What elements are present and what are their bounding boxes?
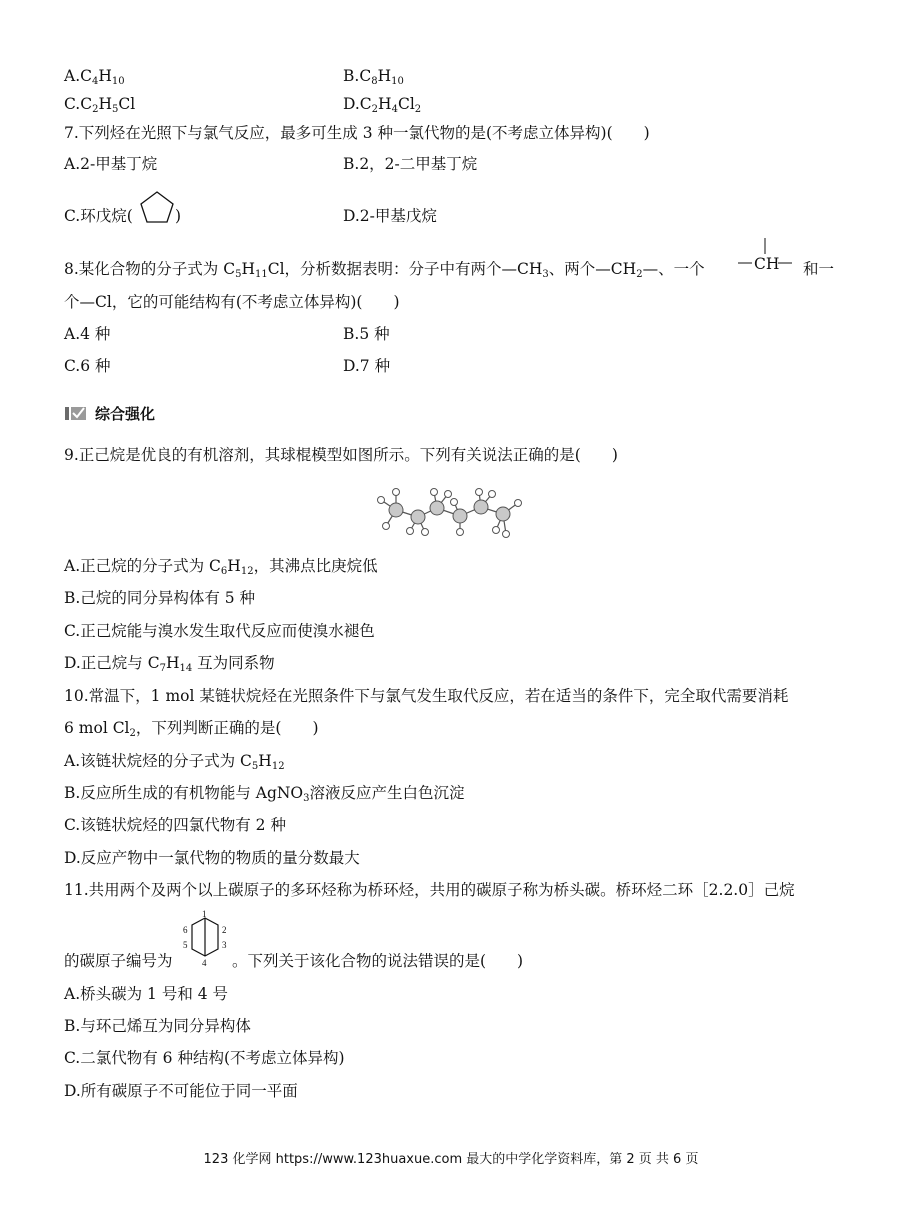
q10-option-a: A.该链状烷烃的分子式为 $C_5H_{12}$	[64, 752, 285, 772]
page-footer: 123 化学网 https://www.123huaxue.com 最大的中学化学资料库，第 2 页 共 6 页	[203, 1152, 699, 1167]
q7-option-d: D.2-甲基戊烷	[343, 207, 437, 225]
q11-stem-suffix: 。下列关于该化合物的说法错误的是( )	[232, 952, 524, 970]
atom-number-2: 2	[222, 925, 227, 935]
q9-option-a: A.正己烷的分子式为 $C_6H_{12}$，其沸点比庚烷低	[64, 557, 378, 577]
bicyclohexane-numbering-diagram	[180, 910, 236, 970]
q8-stem-line1: 8.某化合物的分子式为 $C_5H_{11}Cl$，分析数据表明：分子中有两个$—CH_3$、两个$—CH_2—$、一个	[64, 260, 705, 280]
q11-stem-line1: 11.共用两个及两个以上碳原子的多环烃称为桥环烃，共用的碳原子称为桥头碳。桥环烃二环［2.2.0］己烷	[64, 881, 795, 899]
q9-option-c: C.正己烷能与溴水发生取代反应而使溴水褪色	[64, 622, 375, 640]
section-title: 综合强化	[95, 405, 156, 423]
q8-option-c: C.6 种	[64, 357, 111, 375]
q11-option-b: B.与环己烯互为同分异构体	[64, 1017, 251, 1035]
q11-stem-prefix: 的碳原子编号为	[64, 952, 173, 970]
atom-number-6: 6	[183, 925, 188, 935]
q11-option-a: A.桥头碳为 1 号和 4 号	[64, 985, 229, 1003]
atom-number-3: 3	[222, 940, 227, 950]
ch-group-label: CH	[754, 255, 780, 273]
q7-option-c-prefix: C.环戊烷(	[64, 207, 133, 225]
atom-number-1: 1	[202, 909, 207, 919]
atom-number-5: 5	[183, 940, 188, 950]
q10-option-b: B.反应所生成的有机物能与 AgNO$_3$溶液反应产生白色沉淀	[64, 784, 465, 804]
q6-option-b: $B.C_8H_{10}$	[343, 67, 404, 87]
q9-stem: 9.正己烷是优良的有机溶剂，其球棍模型如图所示。下列有关说法正确的是( )	[64, 446, 618, 464]
q9-option-b: B.己烷的同分异构体有 5 种	[64, 589, 256, 607]
q8-option-a: A.4 种	[64, 325, 111, 343]
q10-option-d: D.反应产物中一氯代物的物质的量分数最大	[64, 849, 360, 867]
q10-stem-line1: 10.常温下，1 mol 某链状烷烃在光照条件下与氯气发生取代反应，若在适当的条件下，完全取代需要消耗	[64, 687, 789, 705]
q8-option-d: D.7 种	[343, 357, 391, 375]
q9-option-d: D.正己烷与 $C_7H_{14}$ 互为同系物	[64, 654, 275, 674]
q10-stem-line2: 6 mol $Cl_2$，下列判断正确的是( )	[64, 719, 319, 739]
checkmark-box-icon	[64, 404, 88, 422]
q6-option-c: $C.C_2H_5Cl$	[64, 95, 136, 115]
atom-number-4: 4	[202, 958, 207, 968]
q10-option-c: C.该链状烷烃的四氯代物有 2 种	[64, 816, 286, 834]
q6-option-d: $D.C_2H_4Cl_2$	[343, 95, 422, 115]
q7-option-c-suffix: )	[175, 207, 182, 225]
q7-option-a: A.2-甲基丁烷	[64, 155, 158, 173]
q7-option-b: B.2，2-二甲基丁烷	[343, 155, 478, 173]
q11-option-c: C.二氯代物有 6 种结构(不考虑立体异构)	[64, 1049, 345, 1067]
q8-stem-line2: 个—Cl，它的可能结构有(不考虑立体异构)( )	[64, 293, 400, 311]
q8-option-b: B.5 种	[343, 325, 390, 343]
cyclopentane-structure-icon	[138, 190, 176, 226]
hexane-ball-stick-model	[376, 478, 526, 540]
q7-stem: 7.下列烃在光照下与氯气反应，最多可生成 3 种一氯代物的是(不考虑立体异构)( )	[64, 124, 650, 142]
q6-option-a: $A.C_4H_{10}$	[64, 67, 125, 87]
q8-stem-tail: 和一	[803, 260, 835, 278]
q11-option-d: D.所有碳原子不可能位于同一平面	[64, 1082, 298, 1100]
